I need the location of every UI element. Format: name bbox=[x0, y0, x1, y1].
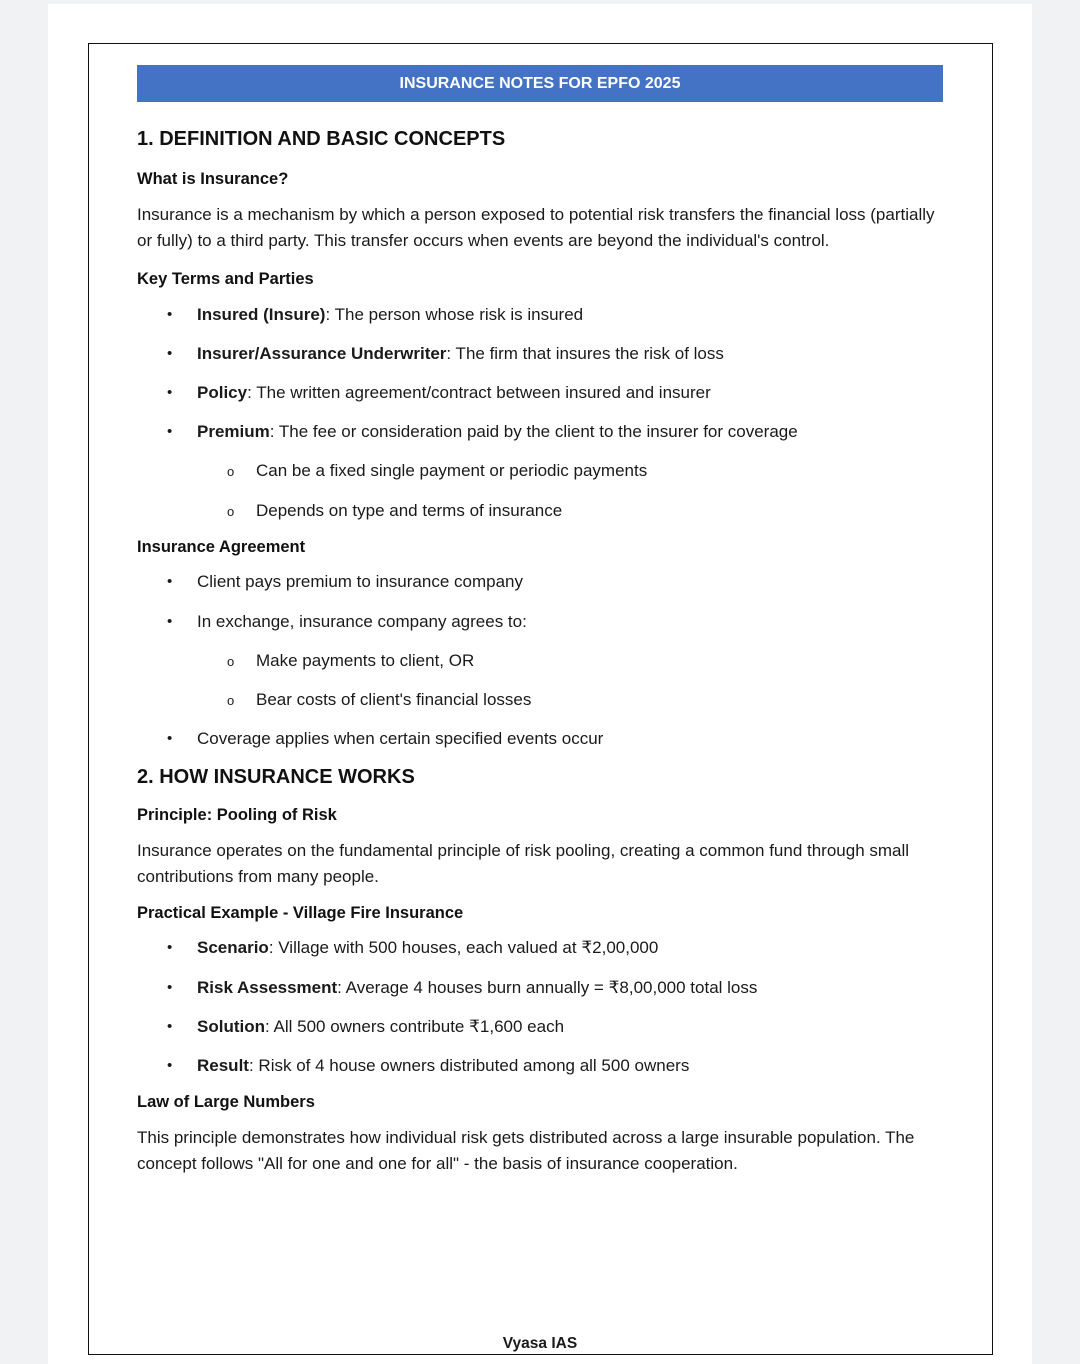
circle-bullet-icon: o bbox=[227, 654, 235, 669]
list-item bbox=[137, 341, 943, 367]
term-description: : All 500 owners contribute ₹1,600 each bbox=[264, 1017, 565, 1036]
list-item bbox=[137, 380, 943, 406]
bullet-icon: • bbox=[167, 384, 173, 401]
bullet-icon: • bbox=[167, 423, 173, 440]
sub-item-text: Can be a fixed single payment or periodic payments bbox=[256, 461, 648, 480]
title-banner: INSURANCE NOTES FOR EPFO 2025 bbox=[137, 65, 943, 102]
term-description: : The fee or consideration paid by the client to the insurer for coverage bbox=[269, 422, 798, 441]
term: Insured (Insure) bbox=[197, 305, 326, 324]
sub-list-item bbox=[137, 687, 943, 713]
term: Result bbox=[197, 1056, 249, 1075]
bullet-icon: • bbox=[167, 613, 173, 630]
term-description: : Average 4 houses burn annually = ₹8,00,000 total loss bbox=[337, 978, 758, 997]
bullet-icon: • bbox=[167, 1018, 173, 1035]
circle-bullet-icon: o bbox=[227, 464, 235, 479]
law-of-large-numbers-heading: Law of Large Numbers bbox=[137, 1093, 315, 1111]
list-item bbox=[137, 1014, 943, 1040]
term-description: : The person whose risk is insured bbox=[325, 305, 584, 324]
term: Risk Assessment bbox=[197, 978, 338, 997]
list-item bbox=[137, 609, 943, 635]
sub-list-item bbox=[137, 498, 943, 524]
term: Solution bbox=[197, 1017, 265, 1036]
term: Policy bbox=[197, 383, 248, 402]
page-border bbox=[88, 43, 993, 1355]
sub-list-item bbox=[137, 458, 943, 484]
section-1-heading: 1. DEFINITION AND BASIC CONCEPTS bbox=[137, 128, 506, 150]
bullet-icon: • bbox=[167, 979, 173, 996]
footer-text: Vyasa IAS bbox=[502, 1335, 578, 1352]
list-item bbox=[137, 302, 943, 328]
term: Insurer/Assurance Underwriter bbox=[197, 344, 447, 363]
term: Scenario bbox=[197, 938, 269, 957]
term-description: : The firm that insures the risk of loss bbox=[446, 344, 724, 363]
term-description: : Risk of 4 house owners distributed among all 500 owners bbox=[248, 1056, 690, 1075]
key-terms-heading: Key Terms and Parties bbox=[137, 270, 314, 288]
term-description: : Village with 500 houses, each valued at ₹2,00,000 bbox=[268, 938, 659, 957]
bullet-icon: • bbox=[167, 573, 173, 590]
page-content bbox=[137, 65, 943, 1352]
what-is-insurance-heading: What is Insurance? bbox=[137, 170, 289, 188]
list-item bbox=[137, 419, 943, 445]
term: Premium bbox=[197, 422, 270, 441]
sub-list-item bbox=[137, 648, 943, 674]
pooling-of-risk-heading: Principle: Pooling of Risk bbox=[137, 806, 337, 824]
practical-example-heading: Practical Example - Village Fire Insurance bbox=[137, 904, 464, 922]
list-item bbox=[137, 935, 943, 961]
bullet-icon: • bbox=[167, 730, 173, 747]
section-2-heading: 2. HOW INSURANCE WORKS bbox=[137, 766, 415, 788]
what-is-insurance-body: Insurance is a mechanism by which a person exposed to potential risk transfers the financial loss (partially or fully) to a third party. This transfer occurs when events are beyond the individual's control. bbox=[137, 205, 935, 250]
list-item bbox=[137, 726, 943, 752]
bullet-icon: • bbox=[167, 306, 173, 323]
document-page bbox=[48, 4, 1032, 1364]
item-text: Client pays premium to insurance company bbox=[197, 572, 523, 591]
circle-bullet-icon: o bbox=[227, 504, 235, 519]
law-of-large-numbers-body: This principle demonstrates how individual risk gets distributed across a large insurable population. The concept follows "All for one and one for all" - the basis of insurance cooperation. bbox=[137, 1128, 915, 1173]
insurance-agreement-heading: Insurance Agreement bbox=[137, 538, 306, 556]
bullet-icon: • bbox=[167, 345, 173, 362]
list-item bbox=[137, 975, 943, 1001]
sub-item-text: Bear costs of client's financial losses bbox=[256, 690, 532, 709]
sub-item-text: Make payments to client, OR bbox=[256, 651, 475, 670]
list-item bbox=[137, 569, 943, 595]
list-item bbox=[137, 1053, 943, 1079]
item-text: Coverage applies when certain specified events occur bbox=[197, 729, 604, 748]
circle-bullet-icon: o bbox=[227, 693, 235, 708]
bullet-icon: • bbox=[167, 939, 173, 956]
term-description: : The written agreement/contract between insured and insurer bbox=[247, 383, 711, 402]
sub-item-text: Depends on type and terms of insurance bbox=[256, 501, 563, 520]
item-text: In exchange, insurance company agrees to: bbox=[197, 612, 527, 631]
pooling-of-risk-body: Insurance operates on the fundamental principle of risk pooling, creating a common fund through small contributions from many people. bbox=[137, 841, 910, 886]
bullet-icon: • bbox=[167, 1057, 173, 1074]
